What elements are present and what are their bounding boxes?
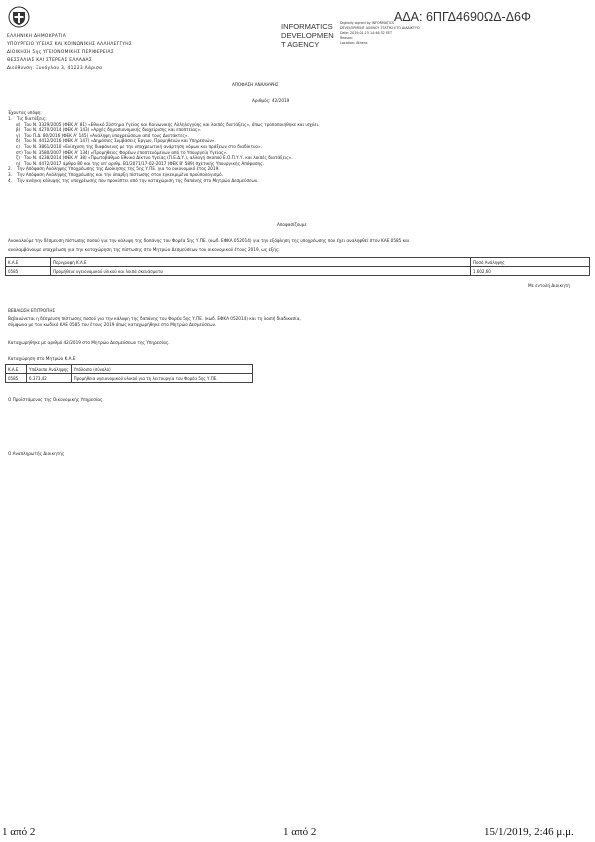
signature-line: Digitally signed by INFORMATICS [340, 21, 395, 25]
table-caption: Καταχώρηση στο Μητρώο Κ.Α.Ε [8, 356, 76, 361]
commitment-table [5, 257, 590, 276]
table-cell: Προμήθεια υγειονομικού υλικού για τη λειτουργία του Φορέα 5ης Υ.ΠΕ. [71, 374, 252, 383]
table-cell: Προμήθεια υγειονομικού υλικού και λοιπά σκευάσματα [51, 267, 471, 276]
consideration-text: Τις διατάξεις: [17, 116, 47, 121]
footer-timestamp: 15/1/2019, 2:46 μ.μ. [484, 826, 574, 838]
signature-line: DEVELOPMENT AGENCY ΣΤΑΤΗΣ ΕΤΟ ΔΙΑΔΙΚΤΥΟ [340, 26, 420, 30]
registry-line: Καταχωρήθηκε με αριθμό 42/2019 στο Μητρώο Δεσμεύσεων της Υπηρεσίας. [8, 340, 170, 345]
consideration-text: Την ανάγκη κάλυψης της υποχρέωσης που προκύπτει από την καταχώριση της δαπάνης στο Μητρώο Δεσμεύσεων. [17, 177, 259, 183]
table-header-cell: Υπόλοιπο (σύνολο) [71, 365, 252, 374]
consideration-number: γ) [16, 132, 21, 138]
footer-page-left: 1 από 2 [2, 826, 36, 838]
issuer-header [7, 33, 132, 73]
ada-code: ΑΔΑ: 6ΠΓΔ4690ΩΔ-Δ6Φ [394, 10, 531, 24]
table-header-cell: Υπόλοιπο Ανάληψης [27, 365, 72, 374]
issuer-line: ΥΠΟΥΡΓΕΙΟ ΥΓΕΙΑΣ ΚΑΙ ΚΟΙΝΩΝΙΚΗΣ ΑΛΛΗΛΕΓΓΥΗΣ [7, 42, 132, 47]
consideration-number: δ) [16, 138, 21, 144]
agency-line: DEVELOPMEN [281, 31, 334, 40]
intro-text: Έχοντας υπόψη: [8, 110, 42, 115]
consideration-text: Του Ν. 3580/2007 (ΦΕΚ Α' 134) «Προμήθειες Φορέων εποπτευόμενων από το Υπουργείο Υγείας». [24, 149, 228, 155]
issuer-line: ΘΕΣΣΑΛΙΑΣ ΚΑΙ ΣΤΕΡΕΑΣ ΕΛΛΑΔΑΣ [7, 58, 92, 63]
table-cell: 6.373,42 [27, 374, 72, 383]
accountant-signature: Ο Αναπληρωτής Διοικητής [8, 451, 65, 456]
consideration-text: Του Ν. 3329/2005 (ΦΕΚ Α' 81) «Εθνικό Σύστημα Υγείας και Κοινωνικής Αλληλεγγύης και λοιπές διατάξεις», όπως τροποποιήθηκε και ισχύει. [24, 121, 320, 127]
consideration-number: 2. [8, 166, 12, 172]
consideration-number: β) [16, 127, 21, 133]
decision-number: Αριθμός: 42/2019 [252, 98, 290, 103]
table-row [6, 267, 590, 276]
table-header-cell: Κ.Α.Ε [6, 258, 51, 267]
consideration-number: 1. [8, 116, 12, 121]
consideration-text: Του Ν. 4238/2014 (ΦΕΚ Α' 38) «Πρωτοβάθμιο Εθνικό Δίκτυο Υγείας (Π.Ε.Δ.Υ.), αλλαγή σκοπού Ε.Ο.Π.Υ.Υ. και λοιπές διατάξεις». [24, 155, 293, 161]
decides-heading: Αποφασίζουμε [277, 222, 307, 227]
agency-line: INFORMATICS [281, 22, 333, 31]
document-title: ΑΠΟΦΑΣΗ ΑΝΑΛΗΨΗΣ [232, 82, 279, 87]
consideration-text: Του Ν. 4412/2016 (ΦΕΚ Α' 147) «Δημόσιες Συμβάσεις Έργων, Προμηθειών και Υπηρεσιών». [24, 138, 216, 144]
considerations-list [8, 116, 319, 183]
decision-text-line: Ανακαλούμε την δέσμευση πίστωσης ποσού για την κάλυψη της δαπάνης του Φορέα 5ης Υ.ΠΕ. (κωδ. ΕΦΚΑ 052014) για την εξόφληση της υποχρέωσης που έχει αναληφθεί στον ΚΑΕ 0585 και [8, 238, 410, 243]
signature-line: Reason: [340, 36, 354, 40]
signature-line: Date: 2019.01.15 14:46:32 EET [340, 31, 392, 35]
consideration-number: η) [16, 160, 21, 166]
consideration-text: Του Π.Δ. 80/2016 (ΦΕΚ Α' 145) «Ανάληψη υποχρεώσεων από τους Διατάκτες». [24, 132, 189, 138]
table-row [6, 374, 253, 383]
agency-line: T AGENCY [281, 40, 320, 49]
consideration-number: ε) [16, 143, 20, 149]
certification-text-line: Βεβαιώνεται η δέσμευση πίστωσης ποσού για την κάλυψη της δαπάνης του Φορέα 5ης Υ.ΠΕ. (κωδ. ΕΦΚΑ 052014) και τη λοιπή διαδικασία, [8, 316, 301, 321]
greek-emblem-icon [8, 6, 30, 28]
consideration-text: Την Απόφαση Ανάληψης Υποχρέωσης και την ύπαρξη πίστωσης στον εγκεκριμένο προϋπολογισμό. [17, 171, 224, 177]
issuer-line: ΕΛΛΗΝΙΚΗ ΔΗΜΟΚΡΑΤΙΑ [7, 34, 66, 39]
table-header-cell: Ποσό Ανάληψης [471, 258, 590, 267]
consideration-text: Του Ν. 3861/2010 «Ενίσχυση της διαφάνειας με την υποχρεωτική ανάρτηση νόμων και πράξεων στο διαδίκτυο». [24, 143, 262, 149]
consideration-number: α) [16, 121, 21, 127]
director-signature: Ο Προϊστάμενος της Οικονομικής Υπηρεσίας [8, 397, 103, 402]
table-cell: 0585 [6, 267, 51, 276]
certification-title: ΒΕΒΑΙΩΣΗ ΕΠΙΤΡΟΠΗΣ [8, 308, 56, 313]
registry-table [5, 364, 253, 383]
table-cell: 0585 [6, 374, 27, 383]
issuer-line: ΔΙΟΙΚΗΣΗ 5ης ΥΓΕΙΟΝΟΜΙΚΗΣ ΠΕΡΙΦΕΡΕΙΑΣ [7, 50, 114, 55]
consideration-number: ζ) [16, 155, 20, 161]
table-cell: 1.602,60 [471, 267, 590, 276]
consideration-text: Του Ν. 4472/2017 άρθρο 80 και της υπ' αριθμ. Β1/2071/17-02-2017 (ΦΕΚ Β' 589) σχετικής Υπουργικής Απόφασης. [24, 160, 264, 166]
signing-agency [281, 22, 334, 49]
digital-signature-info [340, 21, 420, 46]
consideration-number: 3. [8, 171, 12, 177]
consideration-text: Την Απόφαση Ανάληψης Υποχρέωσης της Διοίκησης της 5ης Υ.ΠΕ. για το οικονομικό έτος 2019. [17, 166, 220, 172]
signature-note: Με εντολή Διοικητή [528, 283, 570, 288]
decision-text-line: αναλαμβάνουμε υποχρέωση για την καταχώρηση της πίστωσης στο Μητρώο Δεσμεύσεων του οικονομικού έτους 2019, ως εξής: [8, 247, 280, 252]
table-header-row [6, 258, 590, 267]
consideration-number: 4. [8, 177, 12, 183]
table-header-row [6, 365, 253, 374]
certification-text-line: σύμφωνα με τον κωδικό ΚΑΕ 0585 του έτους 2019 όπως καταχωρήθηκε στο Μητρώο Δεσμεύσεων. [8, 322, 217, 327]
consideration-item [8, 178, 319, 184]
issuer-line: Διεύθυνση: Ξυνόγλαυ 3, 41223 Λάρισα [7, 66, 103, 71]
consideration-number: στ) [16, 149, 23, 155]
footer-page-center: 1 από 2 [283, 826, 317, 838]
table-header-cell: Περιγραφή Κ.Α.Ε [51, 258, 471, 267]
consideration-text: Του Ν. 4270/2014 (ΦΕΚ Α' 143) «Αρχές δημοσιονομικής διαχείρισης και εποπτείας». [24, 127, 202, 133]
table-header-cell: Κ.Α.Ε [6, 365, 27, 374]
signature-line: Location: Athens [340, 41, 368, 45]
